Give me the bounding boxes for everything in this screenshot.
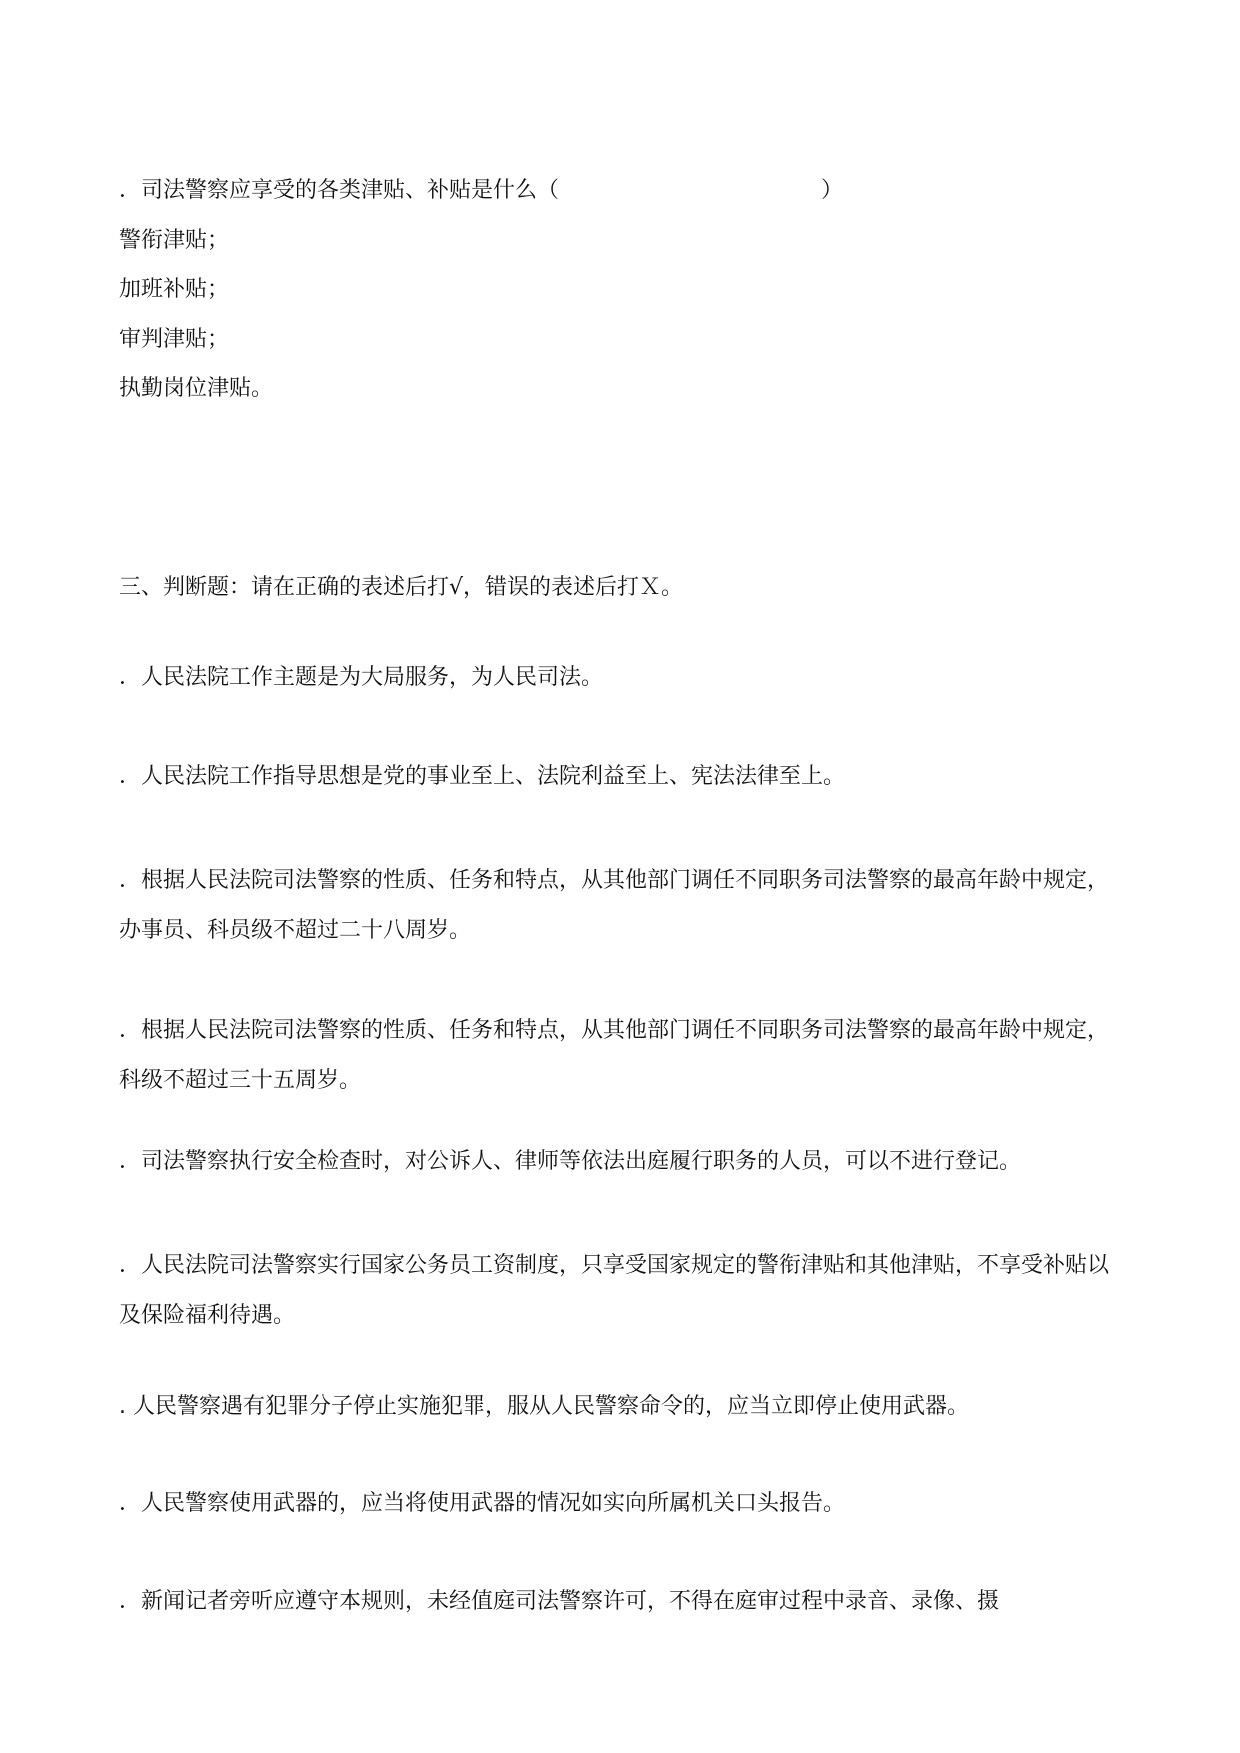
judgment-item-3: ．根据人民法院司法警察的性质、任务和特点，从其他部门调任不同职务司法警察的最高年龄中规定，办事员、科员级不超过二十八周岁。 (119, 868, 1110, 943)
section3-heading: 三、判断题：请在正确的表述后打√，错误的表述后打Ｘ。 (119, 575, 684, 600)
judgment-item-5: ．司法警察执行安全检查时，对公诉人、律师等依法出庭履行职务的人员，可以不进行登记。 (119, 1149, 1022, 1174)
allowance-question-close: ） (821, 178, 844, 203)
allowance-option-2: 加班补贴； (119, 277, 230, 302)
judgment-item-6: ．人民法院司法警察实行国家公务员工资制度，只享受国家规定的警衔津贴和其他津贴，不享受补贴以及保险福利待遇。 (119, 1253, 1110, 1328)
judgment-item-2: ．人民法院工作指导思想是党的事业至上、法院利益至上、宪法法律至上。 (119, 764, 846, 789)
allowance-question-prompt: ．司法警察应享受的各类津贴、补贴是什么（ (119, 178, 560, 203)
allowance-option-3: 审判津贴； (119, 327, 230, 352)
judgment-item-4: ．根据人民法院司法警察的性质、任务和特点，从其他部门调任不同职务司法警察的最高年龄中规定，科级不超过三十五周岁。 (119, 1018, 1110, 1093)
allowance-option-4: 执勤岗位津贴。 (119, 376, 274, 401)
allowance-option-1: 警衔津贴； (119, 228, 230, 253)
judgment-item-9: ．新闻记者旁听应遵守本规则，未经值庭司法警察许可，不得在庭审过程中录音、录像、摄 (119, 1589, 1000, 1614)
allowance-question (119, 176, 843, 206)
judgment-item-8: ．人民警察使用武器的，应当将使用武器的情况如实向所属机关口头报告。 (119, 1491, 846, 1516)
judgment-item-1: ．人民法院工作主题是为大局服务，为人民司法。 (119, 665, 604, 690)
judgment-item-7: . 人民警察遇有犯罪分子停止实施犯罪，服从人民警察命令的，应当立即停止使用武器。 (119, 1394, 969, 1419)
